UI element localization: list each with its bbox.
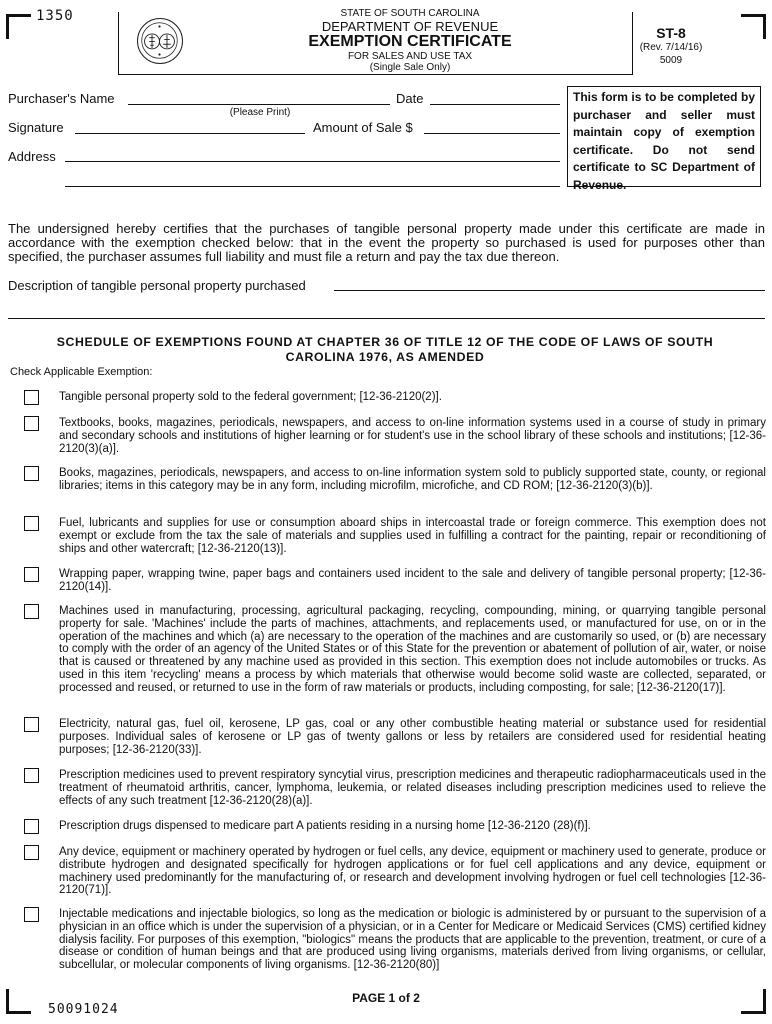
exemption-text: Fuel, lubricants and supplies for use or consumption aboard ships in intercoastal trade or foreign commerce. This exemption does not exempt or exclude from the tax the sale of materials and supplies used in fulfilling a contract for the painting, repair or reconditioning of ships and other watercraft; [12-36-2120(13)].: [59, 517, 766, 555]
exemption-checkbox[interactable]: [24, 907, 39, 922]
exemption-checkbox[interactable]: [24, 717, 39, 732]
exemption-checkbox[interactable]: [24, 466, 39, 481]
date-label: Date: [396, 91, 424, 106]
exemption-checkbox[interactable]: [24, 604, 39, 619]
exemption-text: Injectable medications and injectable biologics, so long as the medication or biologic is administered by or pursuant to the supervision of a physician in an office which is under the supervision of a physician, or in a Center for Medicare or Medicaid Services (CMS) certified kidney dialysis facility. For purposes of this exemption, "biologics" means the products that are applicable to the prevention, treatment, or cure of a disease or condition of human beings and that are produced using living organisms, materials derived from living organisms, or cellular, subcellular, or molecular components of living organisms. [12-36-2120(80)]: [59, 908, 766, 972]
signature-label: Signature: [8, 120, 64, 135]
schedule-title: SCHEDULE OF EXEMPTIONS FOUND AT CHAPTER 36 OF TITLE 12 OF THE CODE OF LAWS OF SOUTH CAROLINA 1976, AS AMENDED: [56, 335, 714, 364]
exemption-text: Prescription drugs dispensed to medicare part A patients residing in a nursing home [12-36-2120 (28)(f)].: [59, 820, 591, 832]
exemption-text: Electricity, natural gas, fuel oil, kerosene, LP gas, coal or any other combustible heating material or substance used for residential purposes. Individual sales of kerosene or LP gas of twenty gallons or less by retailers are considered used for residential heating purposes; [12-36-2120(33)].: [59, 718, 766, 756]
check-applicable-label: Check Applicable Exemption:: [10, 366, 153, 378]
form-number-bottom: 50091024: [48, 1002, 119, 1017]
description-field-line-2[interactable]: [8, 318, 765, 319]
corner-mark-bottom-right: [741, 989, 766, 1014]
purchaser-name-label: Purchaser's Name: [8, 91, 115, 106]
page-subtitle: FOR SALES AND USE TAX: [347, 51, 473, 62]
please-print-note: (Please Print): [229, 107, 291, 118]
header-bottom-rule: [118, 74, 633, 75]
state-name: STATE OF SOUTH CAROLINA: [340, 8, 480, 19]
amount-of-sale-label: Amount of Sale $: [313, 120, 413, 135]
exemption-checkbox[interactable]: [24, 567, 39, 582]
page-subtitle-note: (Single Sale Only): [369, 62, 451, 73]
address-field-line-1[interactable]: [65, 161, 560, 162]
exemption-checkbox[interactable]: [24, 390, 39, 405]
address-label: Address: [8, 149, 56, 164]
date-field[interactable]: [430, 104, 560, 105]
exemption-checkbox[interactable]: [24, 819, 39, 834]
page-number: PAGE 1 of 2: [352, 991, 420, 1005]
exemption-checkbox[interactable]: [24, 516, 39, 531]
exemption-checkbox[interactable]: [24, 416, 39, 431]
signature-field[interactable]: [75, 133, 305, 134]
form-number-top: 1350: [36, 8, 74, 24]
corner-mark-top-right: [741, 14, 766, 39]
exemption-text: Wrapping paper, wrapping twine, paper bags and containers used incident to the sale and delivery of tangible personal property; [12-36-2120(14)].: [59, 568, 766, 593]
amount-of-sale-field[interactable]: [424, 133, 560, 134]
exemption-checkbox[interactable]: [24, 768, 39, 783]
description-field-line-1[interactable]: [334, 290, 765, 291]
header-divider-left: [118, 12, 119, 74]
exemption-text: Textbooks, books, magazines, periodicals, newspapers, and access to on-line information systems used in a course of study in primary and secondary schools and institutions of higher learning or for student's use in the school library of these schools and institutions; [12-36-2120(3)(a)].: [59, 417, 766, 455]
form-code: ST-8: [656, 25, 686, 41]
exemption-checkbox[interactable]: [24, 845, 39, 860]
department-name: DEPARTMENT OF REVENUE: [321, 19, 499, 34]
purchaser-name-field[interactable]: [128, 104, 390, 105]
description-label: Description of tangible personal property purchased: [8, 278, 306, 293]
corner-mark-bottom-left: [6, 989, 31, 1014]
form-id: 5009: [659, 55, 683, 66]
exemption-text: Machines used in manufacturing, processing, agricultural packaging, recycling, compounding, mining, or quarrying tangible personal property for sale. 'Machines' include the parts of machines, attachments, and replacements used, or manufactured for use, on or in the operation of the machines and which (a) are necessary to the operation of the machines and are customarily so used, or (b) are necessary to comply with the order of an agency of the United States or of this State for the prevention or abatement of pollution of air, water, or noise that is caused or threatened by any machine used as provided in this section. This exemption does not include automobiles or trucks. As used in this item 'recycling' means a process by which materials that otherwise would become solid waste are collected, separated, or processed and reused, or returned to use in the form of raw materials or products, including composting, for sale; [12-36-2120(17)].: [59, 605, 766, 694]
page-title: EXEMPTION CERTIFICATE: [308, 33, 512, 50]
certification-text: The undersigned hereby certifies that the purchases of tangible personal property made under this certificate are made in accordance with the exemption checked below: that in the event the property so purchased is used for purposes other than specified, the purchaser assumes full liability and must file a return and pay the tax due thereon.: [8, 221, 765, 264]
corner-mark-top-left: [6, 14, 31, 39]
form-revision: (Rev. 7/14/16): [639, 42, 703, 53]
exemption-text: Any device, equipment or machinery operated by hydrogen or fuel cells, any device, equipment or machinery used to generate, produce or distribute hydrogen and designated specifically for hydrogen applications or for fuel cell applications and any device, equipment or machinery used predominantly for the manufacturing of, or research and development involving hydrogen or fuel cell technologies [12-36-2120(71)].: [59, 846, 766, 897]
state-seal-icon: [137, 18, 183, 64]
exemption-text: Books, magazines, periodicals, newspapers, and access to on-line information system sold to publicly supported state, county, or regional libraries; items in this category may be in any form, including microfilm, microfiche, and CD ROM; [12-36-2120(3)(b)].: [59, 467, 766, 492]
exemption-text: Prescription medicines used to prevent respiratory syncytial virus, prescription medicines and therapeutic radiopharmaceuticals used in the treatment of rheumatoid arthritis, cancer, lymphoma, leukemia, or related diseases including prescription medicines used to relieve the effects of any such treatment [12-36-2120(28)(a)].: [59, 769, 766, 807]
instruction-notice-box: This form is to be completed by purchaser and seller must maintain copy of exemption certificate. Do not send certificate to SC Department of Revenue.: [567, 86, 761, 187]
exemption-text: Tangible personal property sold to the federal government; [12-36-2120(2)].: [59, 391, 442, 403]
address-field-line-2[interactable]: [65, 186, 560, 187]
